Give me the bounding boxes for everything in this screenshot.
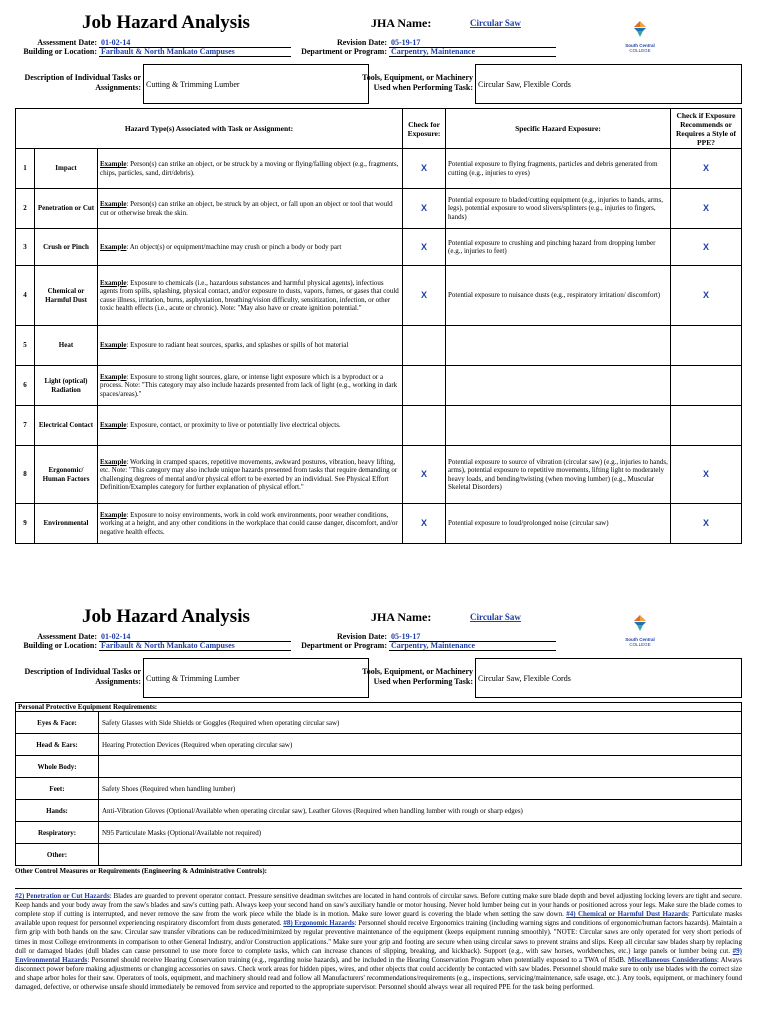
col-hazard-type: Hazard Type(s) Associated with Task or Assignment: — [16, 109, 403, 149]
hazard-type: Heat — [35, 326, 98, 366]
example-label: Example — [100, 278, 127, 287]
control-measures — [15, 867, 742, 992]
hazard-number: 4 — [16, 266, 35, 326]
exposure-checkbox[interactable]: X — [403, 229, 446, 266]
specific-exposure: Potential exposure to loud/prolonged noise (circular saw) — [446, 504, 671, 544]
task-tools-row — [17, 64, 742, 104]
ppe-row — [16, 844, 742, 866]
ppe-category: Eyes & Face: — [16, 712, 99, 734]
ref-chemical-dust[interactable]: #4) Chemical or Harmful Dust Hazards — [566, 910, 688, 919]
department-value: Carpentry, Maintenance — [389, 47, 556, 57]
example-text: : Person(s) can strike an object, be struck by an object, or fall upon an object or tool that would cut or otherwise break the skin. — [100, 200, 393, 217]
hazard-type: Electrical Contact — [35, 406, 98, 446]
tasks-label-2-line-2: Assignments: — [95, 677, 141, 686]
specific-exposure: Potential exposure to crushing and pinching hazard from dropping lumber (e.g., injuries to feet) — [446, 229, 671, 266]
ppe-requirement[interactable] — [99, 756, 742, 778]
hazard-row — [16, 189, 742, 229]
hazard-example — [98, 366, 403, 406]
tools-label — [355, 73, 473, 93]
ppe-row — [16, 822, 742, 844]
ppe-checkbox[interactable]: X — [671, 229, 742, 266]
hazard-row — [16, 366, 742, 406]
hazard-number: 3 — [16, 229, 35, 266]
ppe-requirement[interactable]: N95 Particulate Masks (Optional/Available not required) — [99, 822, 742, 844]
hazard-row — [16, 229, 742, 266]
ppe-checkbox[interactable] — [671, 326, 742, 366]
example-text: : Exposure, contact, or proximity to live or potentially live electrical objects. — [126, 421, 341, 430]
hazard-number: 6 — [16, 366, 35, 406]
hazard-number: 9 — [16, 504, 35, 544]
example-text: : An object(s) or equipment/machine may crush or pinch a body or body part — [126, 242, 342, 251]
hazard-number: 5 — [16, 326, 35, 366]
ref-environmental[interactable]: #9) Environmental Hazards — [15, 946, 742, 964]
ppe-table — [15, 702, 742, 866]
hazard-number: 7 — [16, 406, 35, 446]
control-text-environmental: : Personnel should receive Hearing Conservation training (e.g., regarding noise hazards), and be included in the Hearing Conservation Program when potentially exposed to a TWA of 85dB. — [87, 955, 628, 964]
building-row-2 — [20, 641, 291, 651]
control-text-ergonomic: : Personnel should receive Ergonomics training (including warning signs and conditions of ergonomic/human factors hazards). Maintain a firm grip with both hands on the saw. Circular saw transfer vibrations can be reduced/minimized by regular preventive maintenance of the equipment (keeps equipment running smoothly). "NOTE: Circular saws are only operated for very short periods of times in most College environments in comparison to other General Industry, and/or Construction applications." Make sure your grip and footing are secure when using circular saws to prevent strains and slips. Keep all circular saw blades sharp by replacing dull or damaged blades (dull blades can cause personnel to use more force to complete tasks, which can increase chances of slipping, breaking, and kickback). Support (e.g., with saw horses, workbenches, etc.) large panels or lumber being cut. — [15, 919, 743, 955]
ppe-checkbox[interactable] — [671, 406, 742, 446]
assessment-date-value: 01-02-14 — [99, 38, 291, 48]
hazard-table — [15, 108, 742, 544]
exposure-checkbox[interactable]: X — [403, 446, 446, 504]
ref-penetration-cut[interactable]: #2) Penetration or Cut Hazards — [15, 892, 110, 901]
tools-label-line-2: Used when Performing Task: — [373, 83, 473, 92]
building-value-2: Faribault & North Mankato Campuses — [99, 641, 291, 651]
example-label: Example — [100, 457, 127, 466]
college-logo-2 — [618, 614, 662, 647]
ref-ergonomic[interactable]: #8) Ergonomic Hazards — [283, 919, 355, 928]
hazard-example — [98, 189, 403, 229]
hazard-row — [16, 326, 742, 366]
col-ppe: Check if Exposure Recommends or Requires a Style of PPE? — [671, 109, 742, 149]
ppe-category: Feet: — [16, 778, 99, 800]
example-text: : Person(s) can strike an object, or be struck by a moving or flying/falling object (e.g., fragments, chips, particles, sand, dirt/debris). — [100, 160, 399, 177]
ppe-requirement[interactable]: Safety Shoes (Required when handling lumber) — [99, 778, 742, 800]
exposure-checkbox[interactable]: X — [403, 149, 446, 189]
exposure-checkbox[interactable]: X — [403, 504, 446, 544]
hazard-row — [16, 504, 742, 544]
ppe-category: Head & Ears: — [16, 734, 99, 756]
assessment-date-value-2: 01-02-14 — [99, 632, 291, 642]
hazard-row — [16, 446, 742, 504]
example-label: Example — [100, 421, 127, 430]
tasks-label — [17, 73, 141, 93]
hazard-example — [98, 326, 403, 366]
ppe-table-body — [16, 703, 742, 866]
specific-exposure: Potential exposure to nuisance dusts (e.g., respiratory irritation/ discomfort) — [446, 266, 671, 326]
hazard-type: Light (optical) Radiation — [35, 366, 98, 406]
hazard-type: Penetration or Cut — [35, 189, 98, 229]
building-row — [20, 47, 291, 57]
jha-name-value-2[interactable]: Circular Saw — [470, 612, 521, 622]
specific-exposure — [446, 366, 671, 406]
example-text: : Exposure to strong light sources, glare, or intense light exposure which is a byproduct or a process. Note: "This category may also include hazards presented from lack of light (e.g., working in dark spaces/areas)." — [100, 372, 398, 398]
ppe-row — [16, 778, 742, 800]
control-measures-heading: Other Control Measures or Requirements (Engineering & Administrative Controls): — [15, 867, 267, 875]
ppe-requirement[interactable] — [99, 844, 742, 866]
hazard-type: Chemical or Harmful Dust — [35, 266, 98, 326]
tools-field[interactable]: Circular Saw, Flexible Cords — [475, 64, 742, 104]
hazard-table-body — [16, 149, 742, 544]
jha-name-label: JHA Name: — [371, 16, 432, 30]
ppe-category: Whole Body: — [16, 756, 99, 778]
tasks-label-2-line-1: Description of Individual Tasks or — [24, 667, 141, 676]
control-text-chemical: : Particulate masks available upon request for personnel experiencing respiratory discomfort from dusts generated. — [15, 910, 743, 928]
building-label: Building or Location: — [23, 47, 97, 56]
logo-line-1-2: South Central — [625, 637, 655, 642]
hazard-type: Crush or Pinch — [35, 229, 98, 266]
hazard-row — [16, 149, 742, 189]
department-label: Department or Program: — [301, 47, 387, 56]
example-label: Example — [100, 200, 127, 209]
specific-exposure — [446, 406, 671, 446]
ppe-checkbox[interactable]: X — [671, 446, 742, 504]
tools-label-2-line-2: Used when Performing Task: — [373, 677, 473, 686]
col-check: Check for Exposure: — [403, 109, 446, 149]
assessment-date-label-2: Assessment Date: — [37, 632, 97, 641]
hazard-example — [98, 266, 403, 326]
tools-field-2[interactable]: Circular Saw, Flexible Cords — [475, 658, 742, 698]
ppe-row — [16, 734, 742, 756]
ppe-category: Respiratory: — [16, 822, 99, 844]
ppe-category: Hands: — [16, 800, 99, 822]
example-label: Example — [100, 372, 127, 381]
tools-label-line-1: Tools, Equipment, or Machinery — [362, 73, 473, 82]
exposure-checkbox[interactable] — [403, 326, 446, 366]
revision-date-value: 05-19-17 — [389, 38, 556, 48]
logo-line-2-2: COLLEGE — [629, 642, 651, 647]
specific-exposure: Potential exposure to source of vibration (circular saw) (e.g., injuries to hands, arms), potential exposure to repetitive movements, lifting light to moderately heavy loads, and bending/twisting (when moving lumber) (e.g., Muscular Skeletal Disorders) — [446, 446, 671, 504]
tasks-field-2[interactable]: Cutting & Trimming Lumber — [143, 658, 369, 698]
department-row-2 — [300, 641, 556, 651]
example-text: : Exposure to chemicals (i.e., hazardous substances and harmful physical agents), infectious agents from spills, splashing, physical contact, and/or exposure to dusts, vapors, fumes, or gases that could cause illness, irritation, burns, asphyxiation, breathing/vision difficulty, sensitization, infection, or other toxic health effects (i.e., acute or chronic). Note: "May also have or create ignition potential." — [100, 278, 399, 312]
revision-date-label-2: Revision Date: — [337, 632, 387, 641]
hazard-number: 1 — [16, 149, 35, 189]
example-label: Example — [100, 341, 127, 350]
assessment-date-label: Assessment Date: — [37, 38, 97, 47]
tasks-label-2 — [17, 667, 141, 687]
document-title: Job Hazard Analysis — [82, 12, 250, 33]
ppe-row — [16, 756, 742, 778]
logo-line-2: COLLEGE — [629, 48, 651, 53]
ppe-requirement[interactable]: Safety Glasses with Side Shields or Goggles (Required when operating circular saw) — [99, 712, 742, 734]
hazard-type: Ergonomic/ Human Factors — [35, 446, 98, 504]
tasks-label-line-2: Assignments: — [95, 83, 141, 92]
example-label: Example — [100, 510, 127, 519]
example-text: : Working in cramped spaces, repetitive movements, awkward postures, vibration, heavy lifting, etc. Note: "This category may also include unique hazards presented from tasks that require demanding or challenging degrees of mental and/or physical effort to be exerted by an individual. See Physical Effort Definition/Examples category for further explanation of physical effort." — [100, 457, 398, 491]
ppe-checkbox[interactable]: X — [671, 504, 742, 544]
control-text-penetration: : Blades are guarded to prevent operator contact. Pressure sensitive deadman switches are located in hand controls of circular saws. Before cutting make sure blade depth and bevel adjusting locking levers are tight and secure. Keep hands and your body away from the saw's blades and saw's cutting path. Always keep your second hand on saw's auxiliary handle or motor housing. Never hold lumber being cut in your hands or positioned across your legs. Make sure the blade comes to complete stop if cutting is interrupted, and never remove the saw from the work piece while the blade is in motion. Make sure lower guard is covering the blade when setting the saw down. — [15, 892, 742, 919]
ppe-checkbox[interactable]: X — [671, 266, 742, 326]
ppe-checkbox[interactable]: X — [671, 149, 742, 189]
control-measures-body — [15, 888, 742, 992]
ppe-category: Other: — [16, 844, 99, 866]
hazard-example — [98, 229, 403, 266]
task-tools-row-2 — [17, 658, 742, 698]
hazard-type: Impact — [35, 149, 98, 189]
hazard-number: 2 — [16, 189, 35, 229]
jha-name-value[interactable]: Circular Saw — [470, 18, 521, 28]
department-row — [300, 47, 556, 57]
tasks-label-line-1: Description of Individual Tasks or — [24, 73, 141, 82]
college-logo-icon-2 — [629, 614, 651, 632]
ref-miscellaneous[interactable]: Miscellaneous Considerations — [627, 955, 717, 964]
hazard-example — [98, 504, 403, 544]
ppe-requirement[interactable]: Hearing Protection Devices (Required when operating circular saw) — [99, 734, 742, 756]
jha-page-2 — [0, 594, 768, 1024]
hazard-example — [98, 446, 403, 504]
ppe-checkbox[interactable] — [671, 366, 742, 406]
control-text-miscellaneous: : Always disconnect power before making adjustments or changing accessories on saws. Check work areas for hidden pipes, wires, and other objects that could accidently be contacted with saw blades. Personnel should make sure to only use blades with the correct size and shape arbor holes for their saw. Operators of tools, equipment, and machinery should read and follow all Manufacturers' recommendations/requirements (e.g., inspections, servicing/maintenance, safe usage, etc.). Any tools, equipment, or machinery found damaged, defective, or otherwise unsafe should immediately be removed from service and reported to the appropriate supervisor. Personnel should always wear all required PPE for the task being performed. — [15, 955, 742, 992]
example-text: : Exposure to noisy environments, work in cold work environments, poor weather conditions, working at a height, and any other conditions in the workplace that could cause danger, discomfort, and/or negative health effects. — [100, 510, 398, 536]
ppe-requirement[interactable]: Anti-Vibration Gloves (Optional/Available when operating circular saw), Leather Gloves (Required when handling lumber with rough or sharp edges) — [99, 800, 742, 822]
jha-name-label-2: JHA Name: — [371, 610, 432, 624]
department-value-2: Carpentry, Maintenance — [389, 641, 556, 651]
department-label-2: Department or Program: — [301, 641, 387, 650]
ppe-row — [16, 800, 742, 822]
tools-label-2-line-1: Tools, Equipment, or Machinery — [362, 667, 473, 676]
ppe-heading-row — [16, 703, 742, 712]
ppe-heading: Personal Protective Equipment Requirements: — [16, 703, 742, 712]
document-title-2: Job Hazard Analysis — [82, 606, 250, 627]
logo-line-1: South Central — [625, 43, 655, 48]
revision-date-value-2: 05-19-17 — [389, 632, 556, 642]
specific-exposure: Potential exposure to flying fragments, particles and debris generated from cutting (e.g., injuries to eyes) — [446, 149, 671, 189]
building-value: Faribault & North Mankato Campuses — [99, 47, 291, 57]
example-label: Example — [100, 160, 127, 169]
exposure-checkbox[interactable] — [403, 406, 446, 446]
revision-date-label: Revision Date: — [337, 38, 387, 47]
example-label: Example — [100, 242, 127, 251]
hazard-row — [16, 406, 742, 446]
ppe-row — [16, 712, 742, 734]
hazard-table-header — [16, 109, 742, 149]
hazard-number: 8 — [16, 446, 35, 504]
tools-label-2 — [355, 667, 473, 687]
hazard-example — [98, 406, 403, 446]
exposure-checkbox[interactable]: X — [403, 189, 446, 229]
college-logo-icon — [629, 20, 651, 38]
hazard-example — [98, 149, 403, 189]
exposure-checkbox[interactable]: X — [403, 266, 446, 326]
col-specific: Specific Hazard Exposure: — [446, 109, 671, 149]
tasks-field[interactable]: Cutting & Trimming Lumber — [143, 64, 369, 104]
hazard-row — [16, 266, 742, 326]
example-text: : Exposure to radiant heat sources, sparks, and splashes or spills of hot material — [126, 341, 349, 350]
specific-exposure: Potential exposure to bladed/cutting equipment (e.g., injuries to hands, arms, legs), potential exposure to wood slivers/splinters (e.g., injuries to fingers, hands) — [446, 189, 671, 229]
college-logo — [618, 20, 662, 53]
building-label-2: Building or Location: — [23, 641, 97, 650]
specific-exposure — [446, 326, 671, 366]
exposure-checkbox[interactable] — [403, 366, 446, 406]
hazard-type: Environmental — [35, 504, 98, 544]
ppe-checkbox[interactable]: X — [671, 189, 742, 229]
